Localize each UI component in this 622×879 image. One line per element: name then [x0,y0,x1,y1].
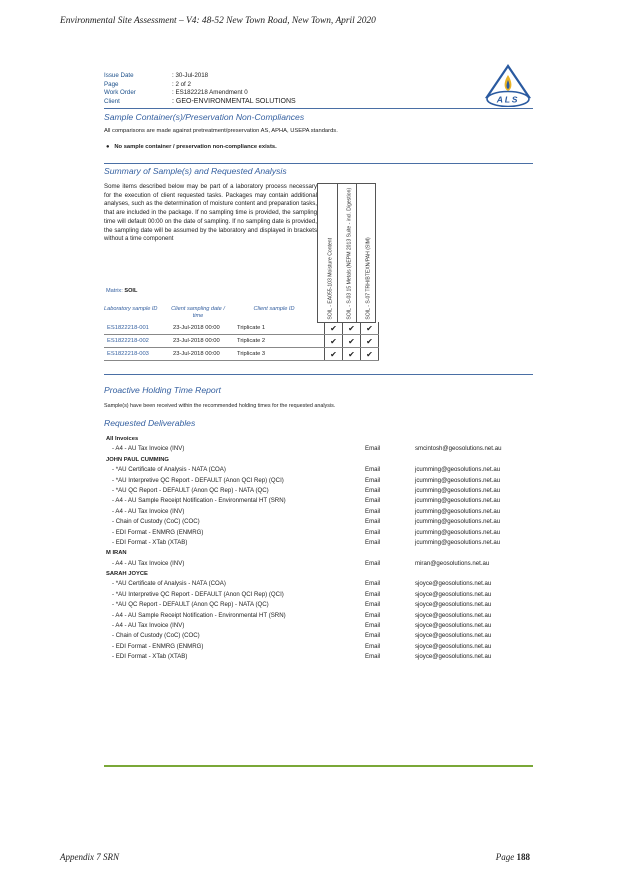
deliverable-email: sjoyce@geosolutions.net.au [415,601,492,609]
check-icon: ✔ [325,335,343,348]
deliverable-desc: - *AU Interpretive QC Report - DEFAULT (Anon QCI Rep) (QCI) [112,590,284,598]
meta-row [104,98,296,107]
divider [104,108,533,109]
deliverable-item [106,538,516,548]
deliverable-email: jcumming@geosolutions.net.au [415,497,501,505]
check-icon: ✔ [343,335,361,348]
deliverable-method: Email [365,528,381,536]
matrix-key: Matrix: [106,288,123,294]
client-sample-id: Triplicate 2 [234,335,325,348]
deliverable-item [106,476,516,486]
sample-id: ES1822218-002 [104,335,170,348]
meta-row [104,72,296,81]
check-icon: ✔ [325,348,343,361]
deliverable-desc: - A4 - AU Tax Invoice (INV) [112,445,185,453]
check-icon: ✔ [325,322,343,335]
deliverable-desc: - A4 - AU Tax Invoice (INV) [112,507,185,515]
deliverable-desc: - *AU Certificate of Analysis - NATA (COA) [112,580,226,588]
deliverable-item [106,507,516,517]
meta-key: Client [104,97,120,105]
section-title-summary: Summary of Sample(s) and Requested Analysis [104,166,287,176]
check-icon: ✔ [361,335,379,348]
deliverable-item [106,652,516,662]
deliverable-method: Email [365,507,381,515]
meta-key: Work Order [104,89,136,97]
section-title-deliverables: Requested Deliverables [104,418,196,428]
deliverable-item [106,621,516,631]
sample-date: 23-Jul-2018 00:00 [170,335,234,348]
analysis-col-label: SOIL - S-03 15 Metals (NEPM 2013 Suite - incl. Digestion) [345,188,352,320]
samples-table [104,322,379,361]
section-title-noncompliance: Sample Container(s)/Preservation Non-Compliances [104,112,305,122]
col-client-sample-id: Client sample ID [253,306,295,312]
logo-text: ALS [496,94,520,105]
deliverable-item [106,631,516,641]
divider [104,374,533,375]
deliverable-item [106,486,516,496]
bullet-item [106,144,277,150]
deliverable-method: Email [365,466,381,474]
deliverable-item [106,611,516,621]
deliverable-email: jcumming@geosolutions.net.au [415,518,501,526]
running-header: Environmental Site Assessment – V4: 48-52 New Town Road, New Town, April 2020 [60,16,376,26]
meta-key: Page [104,80,119,88]
table-row [104,335,379,348]
page-label: Page [495,852,515,862]
deliverable-email: jcumming@geosolutions.net.au [415,486,501,494]
analysis-col-label: SOIL - S-07 TRH/BTEXN/PAH (SIM) [364,237,371,320]
deliverable-method: Email [365,497,381,505]
meta-key: Issue Date [104,72,134,79]
col-client-date: Client sampling date / time [171,306,225,319]
deliverable-item [106,600,516,610]
page-number: 188 [516,852,530,862]
bullet-icon: ● [106,144,110,150]
deliverable-item [106,444,516,454]
sample-id: ES1822218-003 [104,348,170,361]
sample-id: ES1822218-001 [104,322,170,335]
section-text: Sample(s) have been received within the recommended holding times for the requested analysis. [104,403,336,409]
deliverable-method: Email [365,559,381,567]
check-icon: ✔ [343,348,361,361]
analysis-columns [317,183,376,323]
deliverable-desc: - Chain of Custody (CoC) (COC) [112,632,200,640]
deliverable-email: jcumming@geosolutions.net.au [415,466,501,474]
analysis-col [337,184,357,322]
meta-value: : 2 of 2 [172,80,191,88]
footer-appendix: Appendix 7 SRN [60,852,119,862]
deliverable-method: Email [365,601,381,609]
deliverable-method: Email [365,486,381,494]
deliverable-group-header: M IRAN [106,550,127,557]
deliverable-email: sjoyce@geosolutions.net.au [415,580,492,588]
deliverable-email: smcintosh@geosolutions.net.au [415,445,502,453]
sample-date: 23-Jul-2018 00:00 [170,348,234,361]
deliverable-method: Email [365,642,381,650]
deliverable-method: Email [365,445,381,453]
deliverable-method: Email [365,611,381,619]
deliverable-desc: - EDI Format - XTab (XTAB) [112,653,188,661]
deliverable-item [106,465,516,475]
table-row [104,348,379,361]
deliverable-desc: - A4 - AU Tax Invoice (INV) [112,622,185,630]
table-row [104,322,379,335]
section-text: All comparisons are made against pretreatment/preservation AS, APHA, USEPA standards. [104,128,338,134]
deliverable-email: sjoyce@geosolutions.net.au [415,632,492,640]
deliverable-item [106,590,516,600]
deliverable-group-header: JOHN PAUL CUMMING [106,456,169,463]
deliverable-group-header: SARAH JOYCE [106,571,148,578]
deliverable-desc: - Chain of Custody (CoC) (COC) [112,518,200,526]
deliverable-item [106,642,516,652]
sample-date: 23-Jul-2018 00:00 [170,322,234,335]
deliverable-email: jcumming@geosolutions.net.au [415,528,501,536]
deliverable-email: miran@geosolutions.net.au [415,559,490,567]
meta-value: : ES1822218 Amendment 0 [172,89,248,97]
bullet-text: No sample container / preservation non-compliance exists. [114,144,277,150]
report-meta [104,72,296,106]
deliverable-email: sjoyce@geosolutions.net.au [415,622,492,630]
deliverable-item [106,517,516,527]
check-icon: ✔ [361,348,379,361]
deliverable-item [106,496,516,506]
deliverable-item [106,528,516,538]
deliverable-desc: - A4 - AU Sample Receipt Notification - Environmental HT (SRN) [112,497,286,505]
meta-value: : 30-Jul-2018 [172,72,209,79]
deliverable-item [106,559,516,569]
meta-row [104,81,296,90]
footer-page [496,852,530,862]
analysis-col [318,184,338,322]
section-title-holding-time: Proactive Holding Time Report [104,385,221,395]
deliverables-list [106,434,516,663]
deliverable-email: jcumming@geosolutions.net.au [415,538,501,546]
col-lab-sample-id: Laboratory sample ID [104,306,158,312]
deliverable-method: Email [365,538,381,546]
deliverable-desc: - EDI Format - ENMRG (ENMRG) [112,642,204,650]
deliverable-desc: - A4 - AU Tax Invoice (INV) [112,559,185,567]
check-icon: ✔ [361,322,379,335]
deliverable-email: sjoyce@geosolutions.net.au [415,590,492,598]
deliverable-method: Email [365,590,381,598]
divider [104,163,533,164]
deliverable-desc: - *AU Certificate of Analysis - NATA (COA) [112,466,226,474]
deliverable-desc: - EDI Format - ENMRG (ENMRG) [112,528,204,536]
deliverable-group-header: All Invoices [106,436,139,442]
matrix-label [106,288,137,294]
deliverable-method: Email [365,622,381,630]
client-sample-id: Triplicate 3 [234,348,325,361]
deliverable-method: Email [365,476,381,484]
deliverable-item [106,579,516,589]
deliverable-email: sjoyce@geosolutions.net.au [415,653,492,661]
footer-divider [104,765,533,767]
deliverable-desc: - *AU QC Report - DEFAULT (Anon QC Rep) - NATA (QC) [112,486,269,494]
deliverable-email: jcumming@geosolutions.net.au [415,476,501,484]
deliverable-desc: - *AU QC Report - DEFAULT (Anon QC Rep) - NATA (QC) [112,601,269,609]
deliverable-desc: - EDI Format - XTab (XTAB) [112,538,188,546]
als-logo [484,63,532,107]
deliverable-method: Email [365,580,381,588]
matrix-value: SOIL [124,288,138,294]
deliverable-email: sjoyce@geosolutions.net.au [415,642,492,650]
analysis-col-label: SOIL - EA055-103 Moisture Content [326,238,333,320]
deliverable-email: jcumming@geosolutions.net.au [415,507,501,515]
summary-paragraph: Some items described below may be part of a laboratory process necessary for the execution of client requested tasks. Packages may contain additional analyses, such as the determination of moisture content and preparation tasks, that are included in the package. If no sampling time is provided, the sampling time will default 00:00 on the date of sampling. If no sampling date is provided, the sampling date will be assumed by the laboratory and displayed in brackets without a time component [104,183,317,243]
meta-value: : GEO-ENVIRONMENTAL SOLUTIONS [172,97,296,105]
deliverable-method: Email [365,518,381,526]
deliverable-desc: - A4 - AU Sample Receipt Notification - Environmental HT (SRN) [112,611,286,619]
check-icon: ✔ [343,322,361,335]
meta-row [104,89,296,98]
analysis-col [356,184,375,322]
deliverable-email: sjoyce@geosolutions.net.au [415,611,492,619]
deliverable-method: Email [365,632,381,640]
client-sample-id: Triplicate 1 [234,322,325,335]
deliverable-desc: - *AU Interpretive QC Report - DEFAULT (Anon QCI Rep) (QCI) [112,476,284,484]
deliverable-method: Email [365,653,381,661]
